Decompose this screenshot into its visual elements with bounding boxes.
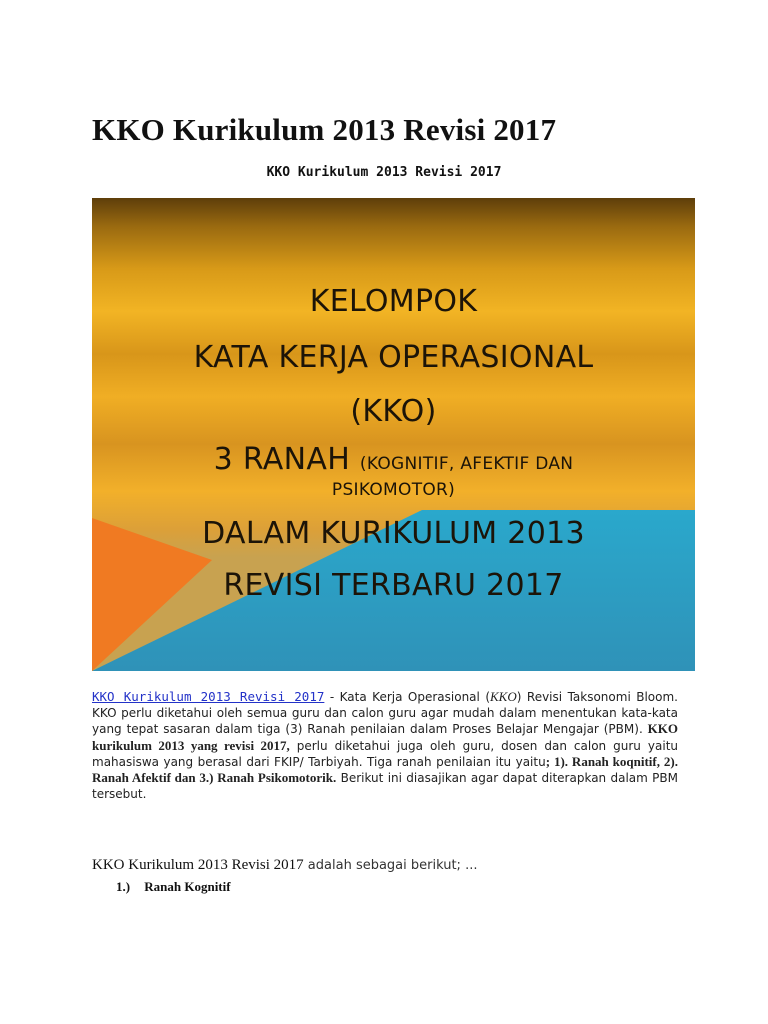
banner-line-4-main: 3 RANAH	[213, 442, 351, 477]
paragraph-text-2: ) Revisi Taksonomi Bloom. KKO perlu diketahui oleh semua guru dan calon guru agar mudah dalam menentukan kata-kata yang tepat sasaran dalam tiga (3) Ranah penilaian dalam Proses Belajar Mengajar (PBM).	[92, 690, 678, 737]
paragraph-bold-1: KKO kurikulum 2013 yang revisi 2017,	[92, 721, 678, 753]
list-intro	[92, 857, 477, 874]
list-item	[116, 879, 231, 895]
intro-paragraph	[92, 689, 678, 802]
paragraph-kko-italic: KKO	[490, 689, 517, 704]
banner-line-3: (KKO)	[350, 394, 437, 429]
banner-line-2: KATA KERJA OPERASIONAL	[193, 340, 594, 375]
article-link[interactable]: KKO Kurikulum 2013 Revisi 2017	[92, 689, 325, 704]
list-intro-bold: KKO Kurikulum 2013 Revisi 2017	[92, 857, 304, 873]
page-title: KKO Kurikulum 2013 Revisi 2017	[92, 112, 557, 147]
banner-line-5: PSIKOMOTOR)	[331, 480, 456, 500]
banner-line-4-small: (KOGNITIF, AFEKTIF DAN	[359, 454, 574, 474]
banner-line-6: DALAM KURIKULUM 2013	[202, 516, 585, 551]
list-intro-rest: adalah sebagai berikut; ...	[303, 858, 478, 873]
paragraph-text-4: Berikut ini diasajikan agar dapat diterapkan dalam PBM tersebut.	[92, 771, 678, 802]
banner-line-7: REVISI TERBARU 2017	[223, 568, 564, 603]
banner-line-1: KELOMPOK	[309, 284, 478, 319]
paragraph-bold-2: ; 1). Ranah koqnitif, 2). Ranah Afektif dan 3.) Ranah Psikomotorik.	[92, 753, 678, 786]
paragraph-text-3: perlu diketahui juga oleh guru, dosen dan calon guru yaitu mahasiswa yang berasal dari FKIP/ Tarbiyah. Tiga ranah penilaian itu yaitu	[92, 738, 678, 769]
list-item-label: Ranah Kognitif	[144, 879, 231, 894]
paragraph-text-1: - Kata Kerja Operasional (	[324, 690, 491, 704]
list-item-number: 1.)	[116, 879, 131, 894]
banner-line-4	[92, 442, 695, 477]
page-subtitle: KKO Kurikulum 2013 Revisi 2017	[266, 165, 502, 180]
banner-image	[92, 198, 695, 671]
